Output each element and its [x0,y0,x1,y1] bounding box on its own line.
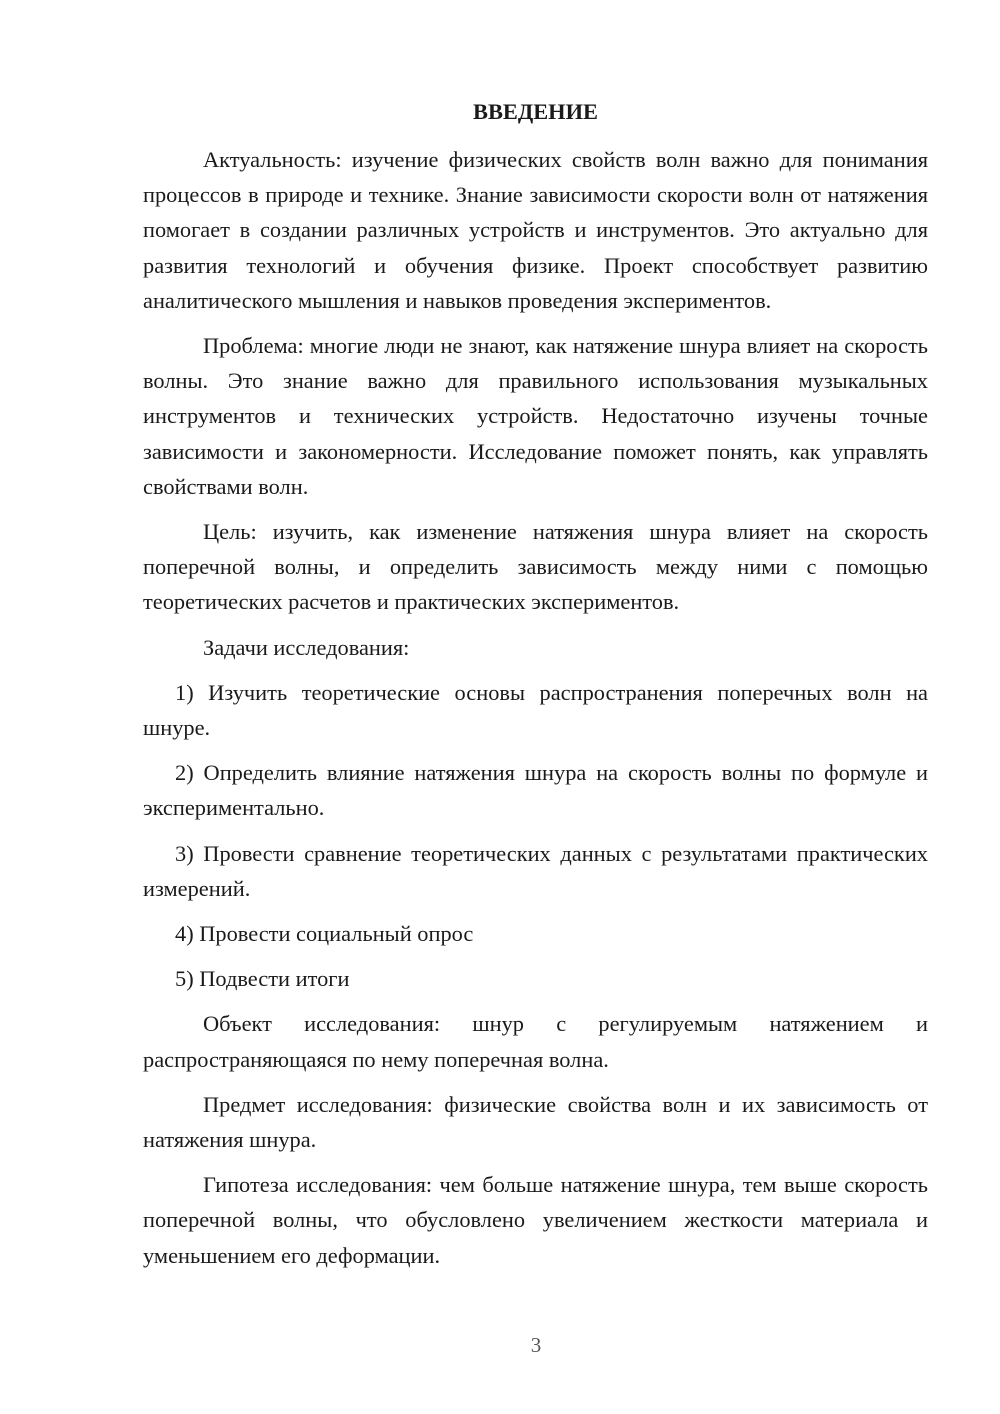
task-item-4: 4) Провести социальный опрос [175,921,474,947]
page-title: ВВЕДЕНИЕ [473,99,598,124]
task-item-1: 1) Изучить теоретические основы распространения поперечных волн на шнуре. [143,679,928,741]
page-number: 3 [530,1333,542,1357]
tasks-heading: Задачи исследования: [203,634,410,660]
paragraph-object: Объект исследования: шнур с регулируемым натяжением и распространяющаяся по нему поперечная волна. [143,1011,928,1072]
paragraph-goal: Цель: изучить, как изменение натяжения шнура влияет на скорость поперечной волны, и определить зависимость между ними с помощью теоретических расчетов и практических экспериментов. [143,519,928,615]
paragraph-relevance: Актуальность: изучение физических свойств волн важно для понимания процессов в природе и технике. Знание зависимости скорости волн от натяжения помогает в создании различных устройств и инструментов. Это актуально для развития технологий и обучения физике. Проект способствует развитию аналитического мышления и навыков проведения экспериментов. [143,147,928,313]
document-page [143,92,928,1283]
paragraph-hypothesis: Гипотеза исследования: чем больше натяжение шнура, тем выше скорость поперечной волны, что обусловлено увеличением жесткости материала и уменьшением его деформации. [143,1172,928,1268]
paragraph-problem: Проблема: многие люди не знают, как натяжение шнура влияет на скорость волны. Это знание важно для правильного использования музыкальных инструментов и технических устройств. Недостаточно изучены точные зависимости и закономерности. Исследование поможет понять, как управлять свойствами волн. [143,333,928,499]
task-item-3: 3) Провести сравнение теоретических данных с результатами практических измерений. [143,840,928,901]
task-item-5: 5) Подвести итоги [175,966,350,992]
paragraph-subject: Предмет исследования: физические свойства волн и их зависимость от натяжения шнура. [143,1091,928,1153]
task-item-2: 2) Определить влияние натяжения шнура на скорость волны по формуле и экспериментально. [143,760,928,821]
